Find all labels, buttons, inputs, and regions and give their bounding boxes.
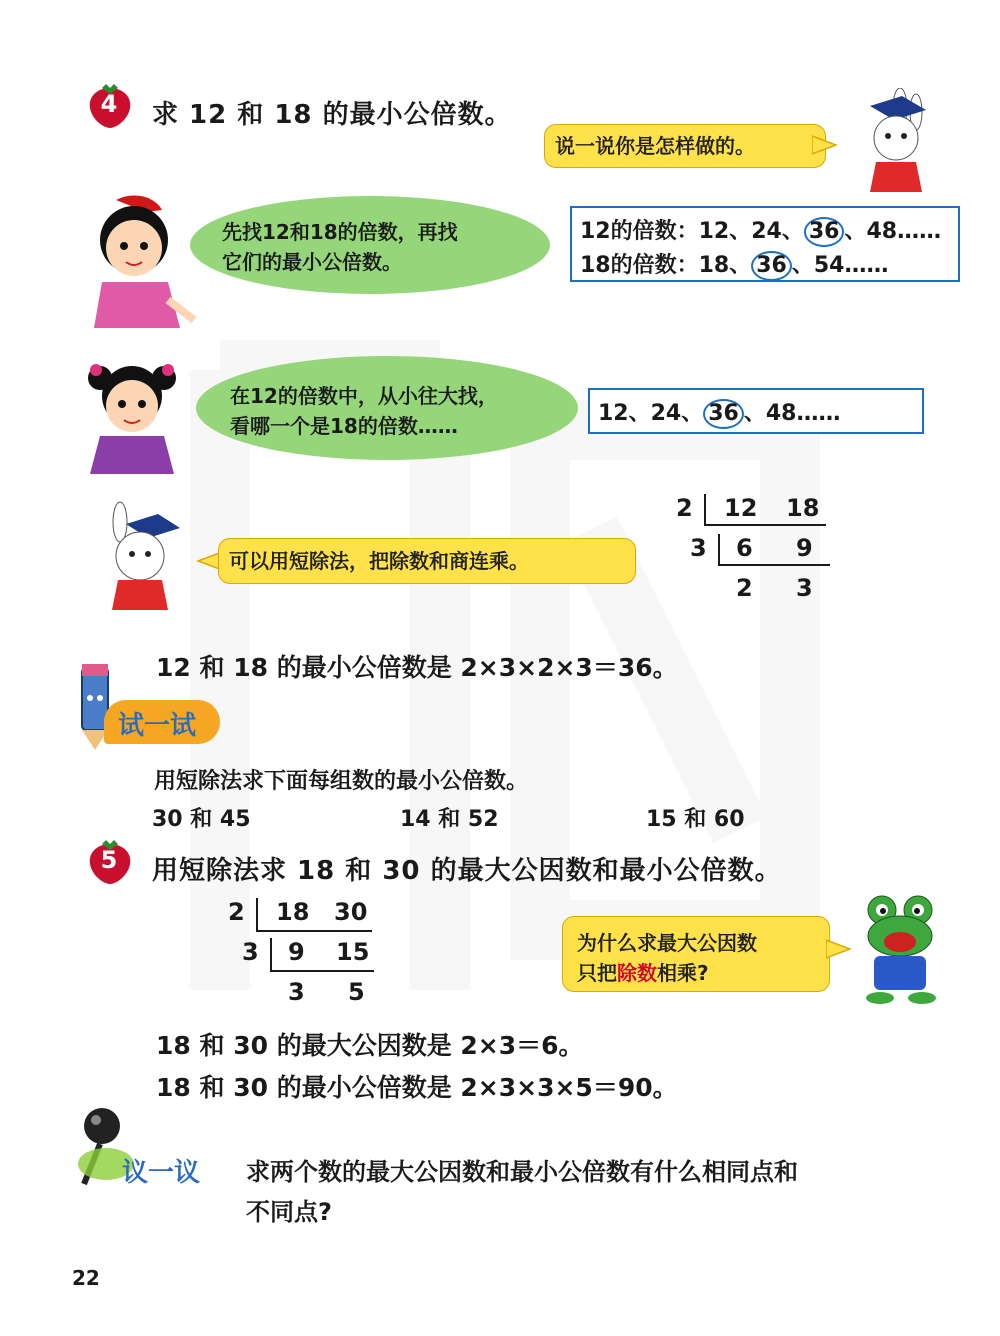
rabbit-graduate-icon (842, 88, 932, 198)
example-4-result: 12 和 18 的最小公倍数是 2×3×2×3＝36。 (156, 653, 678, 682)
circled-36: 36 (804, 217, 845, 247)
multiples-box (570, 206, 960, 282)
circled-36: 36 (703, 399, 744, 429)
try-it-group-2: 14 和 52 (400, 807, 499, 832)
try-it-label: 试一试 (118, 711, 197, 741)
frog-speech-bubble: 为什么求最大公因数 只把除数相乘? (562, 916, 830, 992)
example-4-title: 求 12 和 18 的最小公倍数。 (152, 100, 512, 130)
discuss-question-line-2: 不同点? (246, 1198, 332, 1226)
highlighted-divisor: 除数 (617, 961, 657, 985)
example-5-badge (86, 838, 136, 886)
example-4-badge (86, 82, 136, 130)
discuss-question-line-1: 求两个数的最大公因数和最小公倍数有什么相同点和 (246, 1158, 798, 1186)
rabbit-speech-bubble: 说一说你是怎样做的。 (544, 124, 826, 168)
example-5-title: 用短除法求 18 和 30 的最大公因数和最小公倍数。 (152, 856, 782, 886)
frog-icon (856, 892, 946, 1008)
gcd-result: 18 和 30 的最大公因数是 2×3＝6。 (156, 1031, 584, 1060)
girl-icon (76, 190, 196, 330)
example-4-number: 4 (100, 90, 118, 118)
multiples-of-12: 12的倍数：12、24、 36 、48…… (580, 214, 941, 247)
rabbit-icon (96, 500, 186, 612)
lcm-result: 18 和 30 的最小公倍数是 2×3×3×5＝90。 (156, 1073, 678, 1102)
try-it-group-3: 15 和 60 (646, 807, 745, 832)
bubble-tail (812, 134, 838, 156)
girl2-speech-bubble: 在12的倍数中，从小往大找， 看哪一个是18的倍数…… (196, 356, 578, 460)
multiples-list-box: 12、24、 36 、48…… (588, 388, 924, 434)
try-it-instruction: 用短除法求下面每组数的最小公倍数。 (154, 769, 529, 794)
example-5-number: 5 (100, 846, 118, 874)
girl1-speech-bubble: 先找12和18的倍数，再找 它们的最小公倍数。 (190, 196, 550, 294)
multiples-of-18: 18的倍数：18、 36 、54…… (580, 248, 889, 281)
page-number: 22 (72, 1266, 100, 1290)
rabbit2-speech-bubble: 可以用短除法，把除数和商连乘。 (218, 538, 636, 584)
discuss-label: 议一议 (122, 1158, 201, 1188)
circled-36: 36 (751, 251, 792, 281)
bubble-tail (826, 938, 852, 960)
girl-with-buns-icon (82, 356, 182, 476)
try-it-group-1: 30 和 45 (152, 807, 251, 832)
